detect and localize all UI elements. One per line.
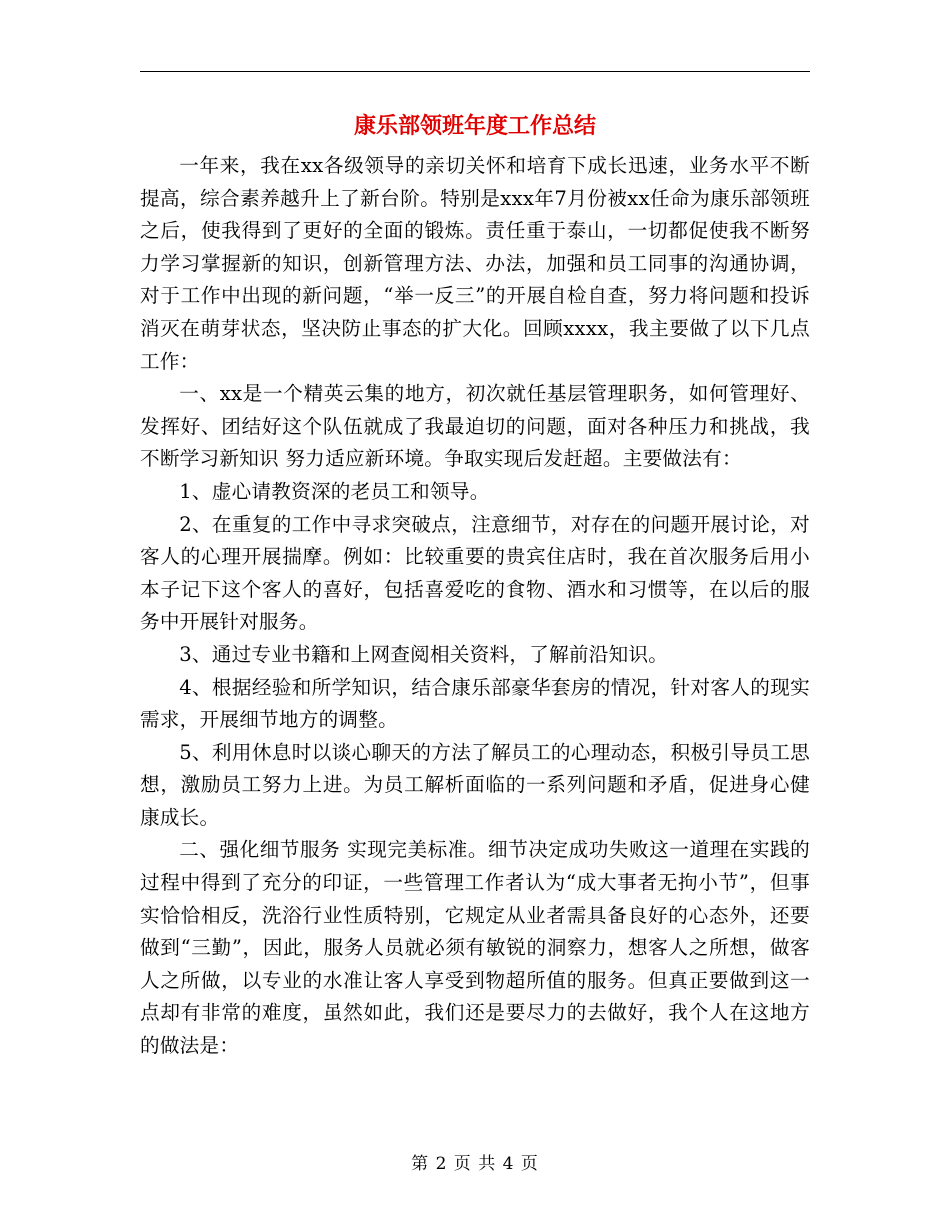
document-body (140, 150, 810, 1063)
paragraph-item-5: 5、利用休息时以谈心聊天的方法了解员工的心理动态，积极引导员工思想，激励员工努力上进。为员工解析面临的一系列问题和矛盾，促进身心健康成长。 (140, 740, 810, 829)
header-rule (140, 71, 810, 72)
paragraph-item-3: 3、通过专业书籍和上网查阅相关资料，了解前沿知识。 (179, 642, 669, 666)
paragraph-item-1: 1、虚心请教资深的老员工和领导。 (179, 479, 490, 503)
page-number-footer: 第 2 页 共 4 页 (411, 1154, 539, 1174)
paragraph-item-4: 4、根据经验和所学知识，结合康乐部豪华套房的情况，针对客人的现实需求，开展细节地方的调整。 (140, 675, 810, 732)
paragraph-intro: 一年来，我在xx各级领导的亲切关怀和培育下成长迅速，业务水平不断提高，综合素养越升上了新台阶。特别是xxx年7月份被xx任命为康乐部领班之后，使我得到了更好的全面的锻炼。责任重于泰山，一切都促使我不断努力学习掌握新的知识，创新管理方法、办法，加强和员工同事的沟通协调，对于工作中出现的新问题，“举一反三”的开展自检自查，努力将问题和投诉消灭在萌芽状态，坚决防止事态的扩大化。回顾xxxx，我主要做了以下几点工作： (140, 154, 810, 373)
paragraph-section-two: 二、强化细节服务 实现完美标准。细节决定成功失败这一道理在实践的过程中得到了充分的印证，一些管理工作者认为“成大事者无拘小节”，但事实恰恰相反，洗浴行业性质特别，它规定从业者需具备良好的心态外，还要做到“三勤”，因此，服务人员就必须有敏锐的洞察力，想客人之所想，做客人之所做，以专业的水准让客人享受到物超所值的服务。但真正要做到这一点却有非常的难度，虽然如此，我们还是要尽力的去做好，我个人在这地方的做法是： (140, 838, 810, 1058)
paragraph-section-one: 一、xx是一个精英云集的地方，初次就任基层管理职务，如何管理好、发挥好、团结好这个队伍就成了我最迫切的问题，面对各种压力和挑战，我不断学习新知识 努力适应新环境。争取实现后发赶超。主要做法有： (140, 382, 810, 471)
document-title: 康乐部领班年度工作总结 (353, 114, 596, 139)
paragraph-item-2: 2、在重复的工作中寻求突破点，注意细节，对存在的问题开展讨论，对客人的心理开展揣摩。例如：比较重要的贵宾住店时，我在首次服务后用小本子记下这个客人的喜好，包括喜爱吃的食物、酒水和习惯等，在以后的服务中开展针对服务。 (140, 512, 810, 634)
